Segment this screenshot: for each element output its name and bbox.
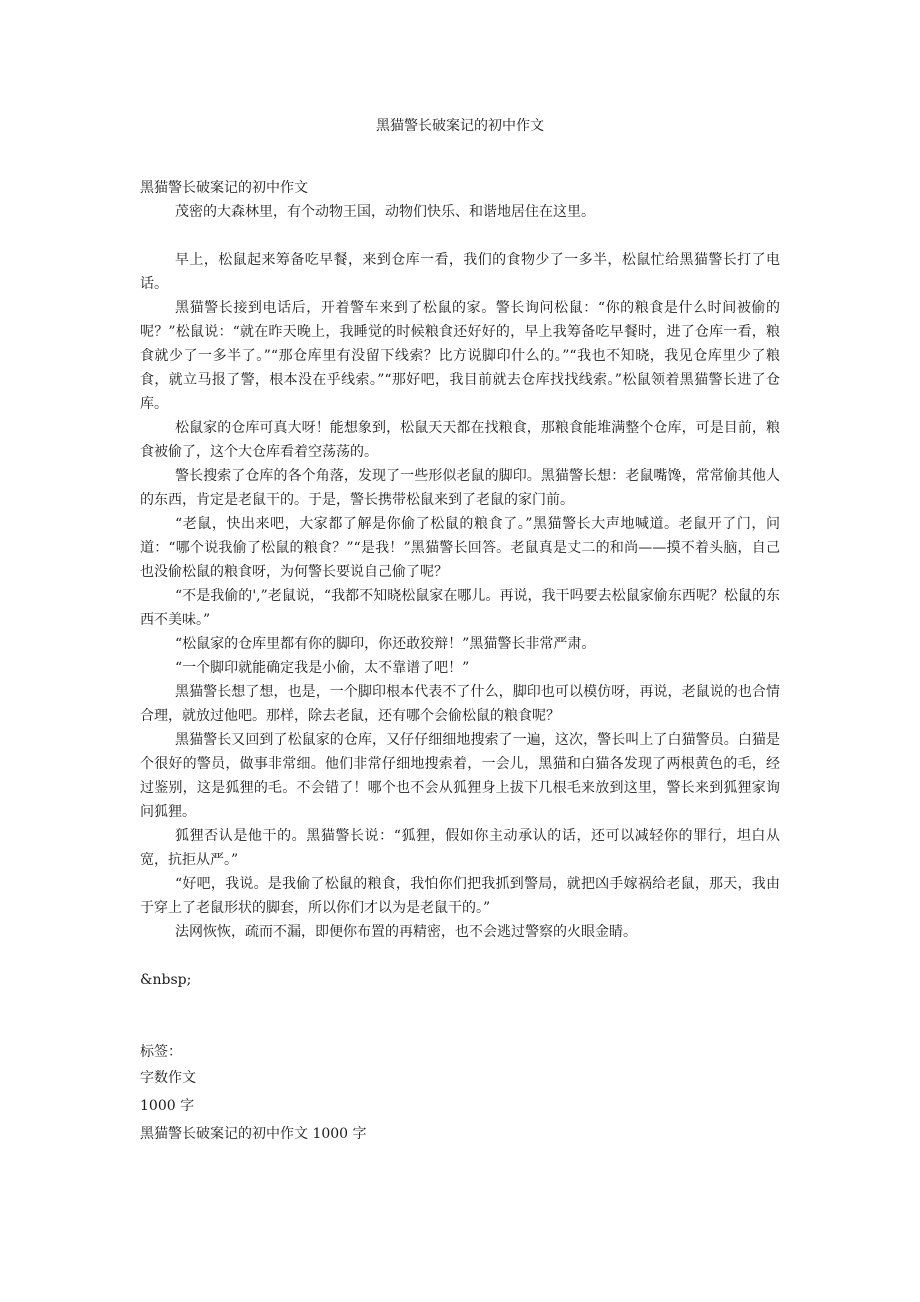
tag-item: 字数作文 <box>140 1070 196 1086</box>
document-title: 黑猫警长破案记的初中作文 <box>376 118 544 134</box>
paragraph: “老鼠，快出来吧，大家都了解是你偷了松鼠的粮食了。”黑猫警长大声地喊道。老鼠开了门，问道：“哪个说我偷了松鼠的粮食？”“是我！”黑猫警长回答。老鼠真是丈二的和尚——摸不着头脑，自己也没偷松鼠的粮食呀，为何警长要说自己偷了呢？ <box>140 516 780 580</box>
paragraph: 狐狸否认是他干的。黑猫警长说：“狐狸，假如你主动承认的话，还可以减轻你的罪行，坦白从宽，抗拒从严。” <box>140 828 780 868</box>
paragraph: 茂密的大森林里，有个动物王国，动物们快乐、和谐地居住在这里。 <box>175 204 595 220</box>
paragraph: “好吧，我说。是我偷了松鼠的粮食，我怕你们把我抓到警局，就把凶手嫁祸给老鼠，那天，我由于穿上了老鼠形状的脚套，所以你们才以为是老鼠干的。” <box>140 876 780 916</box>
paragraph: “松鼠家的仓库里都有你的脚印，你还敢狡辩！”黑猫警长非常严肃。 <box>175 636 596 652</box>
paragraph: 警长搜索了仓库的各个角落，发现了一些形似老鼠的脚印。黑猫警长想：老鼠嘴馋，常常偷其他人的东西，肯定是老鼠干的。于是，警长携带松鼠来到了老鼠的家门前。 <box>140 468 780 508</box>
tag-item: 黑猫警长破案记的初中作文 1000 字 <box>140 1126 367 1142</box>
tags-label: 标签： <box>140 1044 182 1060</box>
paragraph: 黑猫警长接到电话后，开着警车来到了松鼠的家。警长询问松鼠：“你的粮食是什么时间被偷的呢？”松鼠说：“就在昨天晚上，我睡觉的时候粮食还好好的，早上我筹备吃早餐时，进了仓库一看，粮食就少了一多半了。”“那仓库里有没留下线索？比方说脚印什么的。”“我也不知晓，我见仓库里少了粮食，就立马报了警，根本没在乎线索。”“那好吧，我目前就去仓库找找线索。”松鼠领着黑猫警长进了仓库。 <box>140 300 780 412</box>
document-body <box>140 176 780 1148</box>
paragraph: 黑猫警长又回到了松鼠家的仓库，又仔仔细细地搜索了一遍，这次，警长叫上了白猫警员。白猫是个很好的警员，做事非常细。他们非常仔细地搜索着，一会儿，黑猫和白猫各发现了两根黄色的毛，经过鉴别，这是狐狸的毛。不会错了！哪个也不会从狐狸身上拔下几根毛来放到这里，警长来到狐狸家询问狐狸。 <box>140 732 780 820</box>
article-heading: 黑猫警长破案记的初中作文 <box>140 180 308 196</box>
paragraph: “不是我偷的',”老鼠说，“我都不知晓松鼠家在哪儿。再说，我干吗要去松鼠家偷东西呢？松鼠的东西不美味。” <box>140 588 780 628</box>
paragraph: 黑猫警长想了想，也是，一个脚印根本代表不了什么，脚印也可以模仿呀，再说，老鼠说的也合情合理，就放过他吧。那样，除去老鼠，还有哪个会偷松鼠的粮食呢？ <box>140 684 780 724</box>
paragraph: 早上，松鼠起来筹备吃早餐，来到仓库一看，我们的食物少了一多半，松鼠忙给黑猫警长打了电话。 <box>140 252 780 292</box>
paragraph: “一个脚印就能确定我是小偷，太不靠谱了吧！” <box>175 660 470 676</box>
paragraph: 法网恢恢，疏而不漏，即便你布置的再精密，也不会逃过警察的火眼金睛。 <box>175 924 637 940</box>
nbsp-text: &nbsp; <box>140 972 192 988</box>
paragraph: 松鼠家的仓库可真大呀！能想象到，松鼠天天都在找粮食，那粮食能堆满整个仓库，可是目前，粮食被偷了，这个大仓库看着空荡荡的。 <box>140 420 780 460</box>
tag-item: 1000 字 <box>140 1098 195 1114</box>
article-paragraphs <box>140 200 780 944</box>
